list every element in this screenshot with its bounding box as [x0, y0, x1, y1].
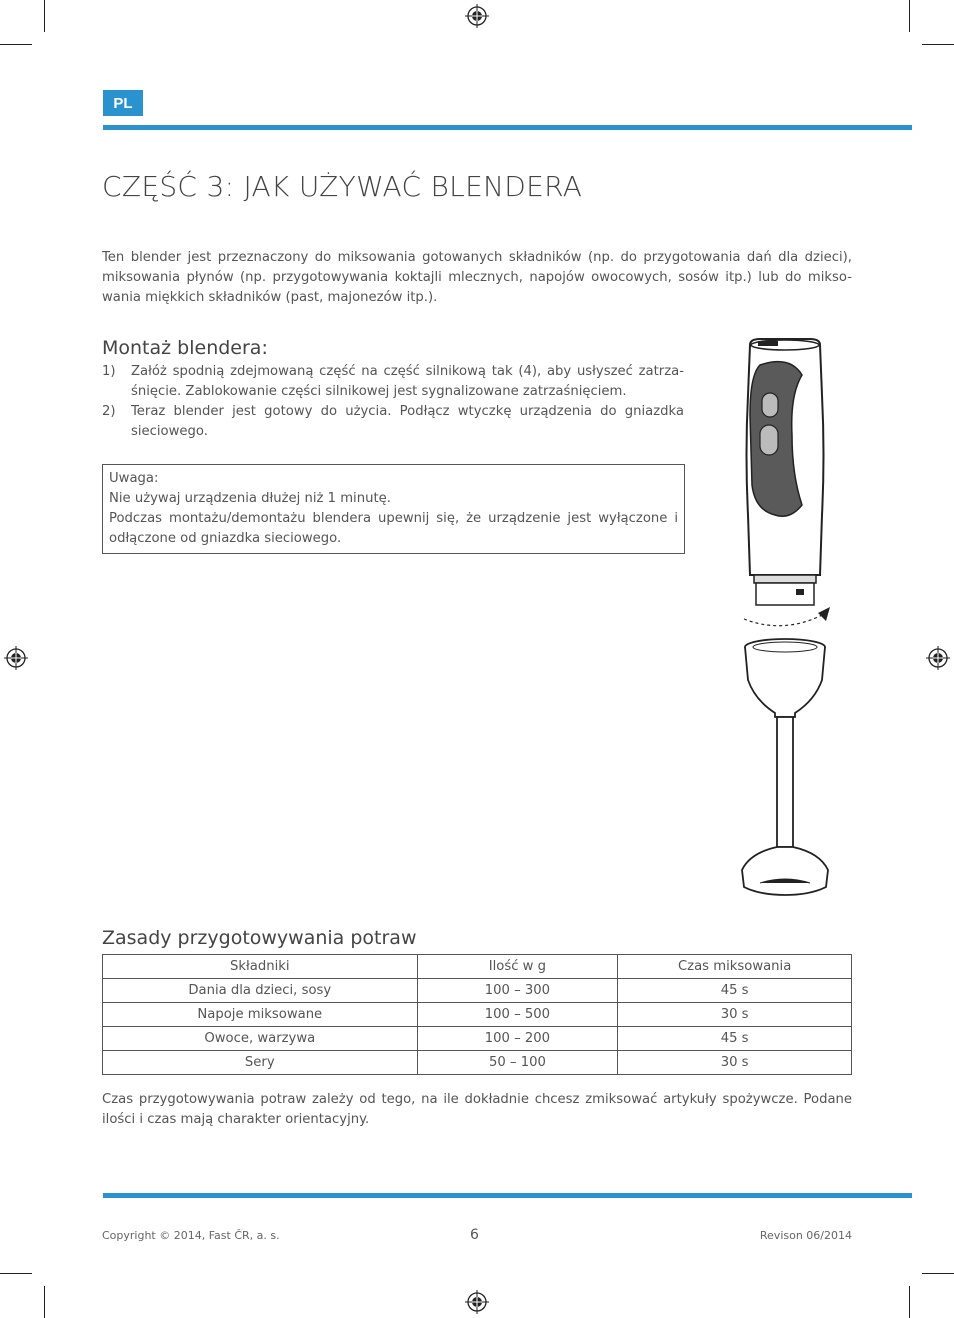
- table-cell: Sery: [103, 1051, 418, 1075]
- table-row: [103, 1003, 852, 1027]
- copyright-text: Copyright © 2014, Fast ČR, a. s.: [102, 1229, 280, 1242]
- note-line: Podczas montażu/demontażu blendera upewnij się, że urządzenie jest wyłączone i odłączone od gniazdka sieciowego.: [109, 511, 678, 546]
- step-text: Teraz blender jest gotowy do użycia. Podłącz wtyczkę urządzenia do gniazdka sieciowego.: [131, 404, 684, 439]
- column-header: Ilość w g: [417, 955, 618, 979]
- table-cell: Owoce, warzywa: [103, 1027, 418, 1051]
- intro-paragraph: Ten blender jest przeznaczony do miksowania gotowanych składników (np. do przygotowania dań dla dzieci), miksowania płynów (np. przygotowywania koktajli mlecznych, napojów owocowych, sosów itp.) lub do mikso-wania miękkich składników (past, majonezów itp.).: [102, 250, 852, 305]
- page-title: CZĘŚĆ 3: JAK UŻYWAĆ BLENDERA: [102, 170, 583, 203]
- table-row: [103, 1027, 852, 1051]
- registration-mark-icon: [4, 646, 28, 670]
- prep-table: [102, 954, 852, 1075]
- registration-mark-icon: [465, 4, 489, 28]
- table-cell: Napoje miksowane: [103, 1003, 418, 1027]
- header-rule: [103, 125, 912, 130]
- table-cell: 45 s: [618, 979, 852, 1003]
- footer-rule: [103, 1193, 912, 1198]
- prep-heading: Zasady przygotowywania potraw: [102, 927, 417, 949]
- table-cell: 30 s: [618, 1003, 852, 1027]
- note-label: Uwaga:: [109, 471, 159, 486]
- column-header: Składniki: [103, 955, 418, 979]
- blender-illustration: [730, 335, 840, 905]
- table-cell: Dania dla dzieci, sosy: [103, 979, 418, 1003]
- note-line: Nie używaj urządzenia dłużej niż 1 minutę.: [109, 491, 391, 506]
- table-row: [103, 1051, 852, 1075]
- step-number: 1): [102, 364, 116, 379]
- table-cell: 100 – 300: [417, 979, 618, 1003]
- registration-mark-icon: [465, 1290, 489, 1314]
- assembly-heading: Montaż blendera:: [102, 337, 268, 359]
- table-cell: 50 – 100: [417, 1051, 618, 1075]
- list-item: [102, 362, 684, 402]
- revision-text: Revison 06/2014: [759, 1229, 852, 1242]
- table-cell: 30 s: [618, 1051, 852, 1075]
- note-box: [102, 464, 685, 554]
- assembly-steps: [102, 362, 684, 442]
- page-number: 6: [470, 1227, 479, 1243]
- language-badge: PL: [103, 90, 143, 116]
- registration-mark-icon: [926, 646, 950, 670]
- list-item: [102, 402, 684, 442]
- prep-footnote: Czas przygotowywania potraw zależy od tego, na ile dokładnie chcesz zmiksować artykuły spożywcze. Podane ilości i czas mają charakter orientacyjny.: [102, 1092, 852, 1127]
- table-header-row: [103, 955, 852, 979]
- table-cell: 100 – 200: [417, 1027, 618, 1051]
- step-number: 2): [102, 404, 116, 419]
- column-header: Czas miksowania: [618, 955, 852, 979]
- table-cell: 100 – 500: [417, 1003, 618, 1027]
- step-text: Załóż spodnią zdejmowaną część na część silnikową tak (4), aby usłyszeć zatrza-śnięcie. Zablokowanie części silnikowej jest sygnalizowane zatrzaśnięciem.: [131, 364, 684, 399]
- table-cell: 45 s: [618, 1027, 852, 1051]
- table-row: [103, 979, 852, 1003]
